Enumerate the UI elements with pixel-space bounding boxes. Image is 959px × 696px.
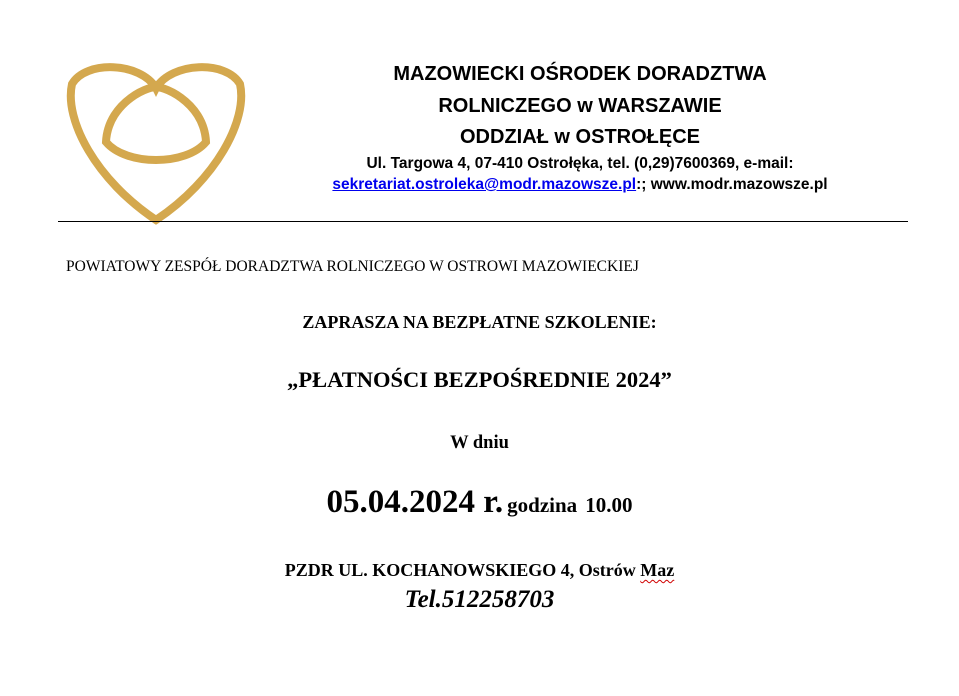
header-divider (58, 221, 908, 222)
organizer-line: POWIATOWY ZESPÓŁ DORADZTWA ROLNICZEGO W OSTROWI MAZOWIECKIEJ (66, 258, 639, 275)
header-website: :; www.modr.mazowsze.pl (636, 176, 828, 193)
phone-number: Tel.512258703 (404, 586, 555, 613)
date-time-line (0, 484, 959, 521)
event-time: 10.00 (585, 493, 633, 517)
location-town-abbrev: Maz (640, 560, 675, 580)
header-org-line-1: MAZOWIECKI OŚRODEK DORADZTWA (393, 63, 767, 85)
location-line (0, 560, 959, 581)
header-branch: ODDZIAŁ w OSTROŁĘCE (460, 126, 700, 148)
modr-logo (58, 58, 254, 226)
time-label: godzina (507, 493, 578, 517)
header-address: Ul. Targowa 4, 07-410 Ostrołęka, tel. (0,29)7600369, e-mail: (366, 155, 794, 172)
header-org-line-2: ROLNICZEGO w WARSZAWIE (438, 95, 722, 117)
training-title: „PŁATNOŚCI BEZPOŚREDNIE 2024” (287, 367, 672, 392)
day-label: W dniu (450, 433, 509, 453)
invite-line: ZAPRASZA NA BEZPŁATNE SZKOLENIE: (302, 312, 657, 332)
email-link[interactable]: sekretariat.ostroleka@modr.mazowsze.pl (332, 176, 637, 193)
event-date: 05.04.2024 r. (326, 484, 504, 520)
location-address: PZDR UL. KOCHANOWSKIEGO 4, Ostrów (284, 560, 636, 580)
header-contact (270, 176, 890, 194)
